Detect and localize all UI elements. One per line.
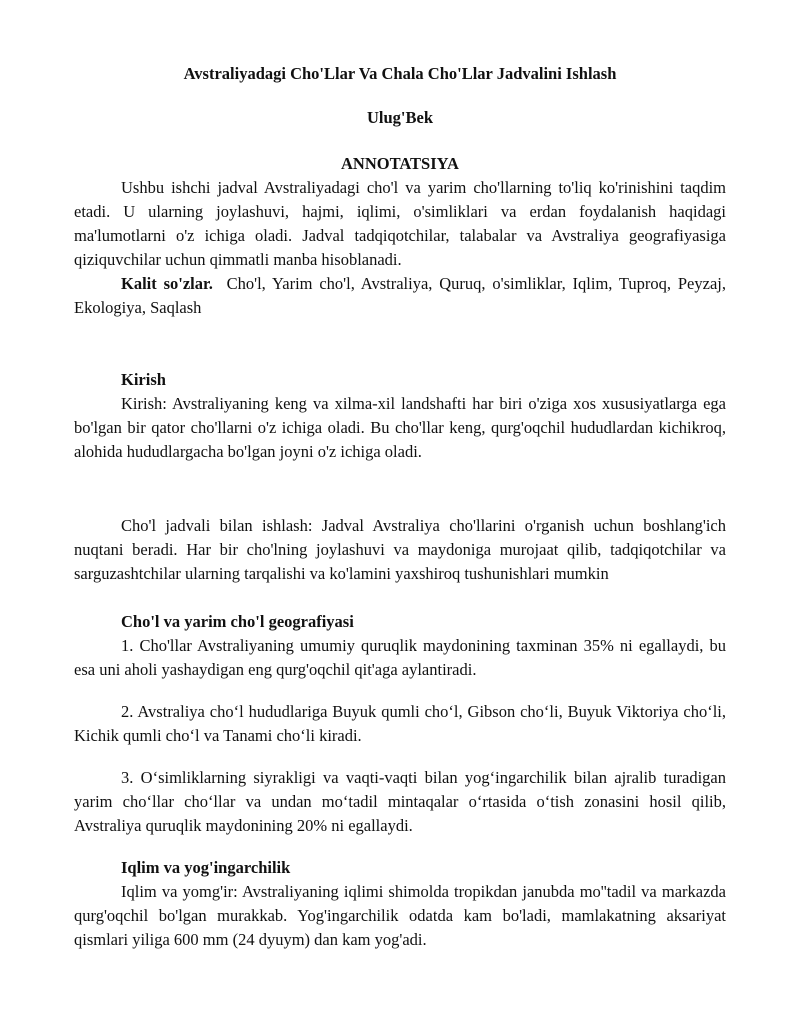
keywords-label: Kalit so'zlar. xyxy=(121,274,213,293)
keywords-paragraph xyxy=(74,272,726,320)
geography-item-2: 2. Avstraliya cho‘l hududlariga Buyuk qumli cho‘l, Gibson cho‘li, Buyuk Viktoriya cho‘li, Kichik qumli cho‘l va Tanami cho‘li kiradi. xyxy=(74,702,726,745)
climate-paragraph: Iqlim va yomg'ir: Avstraliyaning iqlimi shimolda tropikdan janubda mo''tadil va markazda qurg'oqchil bo'lgan murakkab. Yog'ingarchilik odatda kam bo'ladi, mamlakatning aksariyat qismlari yiliga 600 mm (24 dyuym) dan kam yog'adi. xyxy=(74,882,726,949)
geography-heading: Cho'l va yarim cho'l geografiyasi xyxy=(121,612,354,631)
annotation-heading: ANNOTATSIYA xyxy=(341,154,459,173)
author-name: Ulug'Bek xyxy=(366,108,434,127)
annotation-paragraph: Ushbu ishchi jadval Avstraliyadagi cho'l va yarim cho'llarning to'liq ko'rinishini taqdim etadi. U ularning joylashuvi, hajmi, iqlimi, o'simliklari va erdan foydalanish haqidagi ma'lumotlarni o'z ichiga oladi. Jadval tadqiqotchilar, talabalar va Avstraliya geografiyasiga qiziquvchilar uchun qimmatli manba hisoblanadi. xyxy=(74,178,726,269)
intro-heading: Kirish xyxy=(121,370,166,389)
document-page xyxy=(74,62,726,952)
geography-item-1: 1. Cho'llar Avstraliyaning umumiy quruqlik maydonining taxminan 35% ni egallaydi, bu esa uni aholi yashaydigan eng qurg'oqchil qit'aga aylantiradi. xyxy=(74,636,726,679)
intro-paragraph: Kirish: Avstraliyaning keng va xilma-xil landshafti har biri o'ziga xos xususiyatlarga ega bo'lgan bir qator cho'llarni o'z ichiga oladi. Bu cho'llar keng, qurg'oqchil hududlardan kichikroq, alohida hududlargacha bo'lgan joyni o'z ichiga oladi. xyxy=(74,394,726,461)
climate-heading: Iqlim va yog'ingarchilik xyxy=(121,858,291,877)
keywords-text: Cho'l, Yarim cho'l, Avstraliya, Quruq, o'simliklar, Iqlim, Tuproq, Peyzaj, Ekologiya, Saqlash xyxy=(74,274,726,317)
table-paragraph: Cho'l jadvali bilan ishlash: Jadval Avstraliya cho'llarini o'rganish uchun boshlang'ich nuqtani beradi. Har bir cho'lning joylashuvi va maydoniga murojaat qilib, tadqiqotchilar va sarguzashtchilar ularning tarqalishi va ko'lamini yaxshiroq tushunishlari mumkin xyxy=(74,516,726,583)
document-title: Avstraliyadagi Cho'Llar Va Chala Cho'Llar Jadvalini Ishlash xyxy=(183,64,617,83)
geography-item-3: 3. O‘simliklarning siyrakligi va vaqti-vaqti bilan yog‘ingarchilik bilan ajralib turadigan yarim cho‘llar cho‘llar va undan mo‘tadil mintaqalar o‘rtasida o‘tish zonasini hosil qilib, Avstraliya quruqlik maydonining 20% ni egallaydi. xyxy=(74,768,726,835)
